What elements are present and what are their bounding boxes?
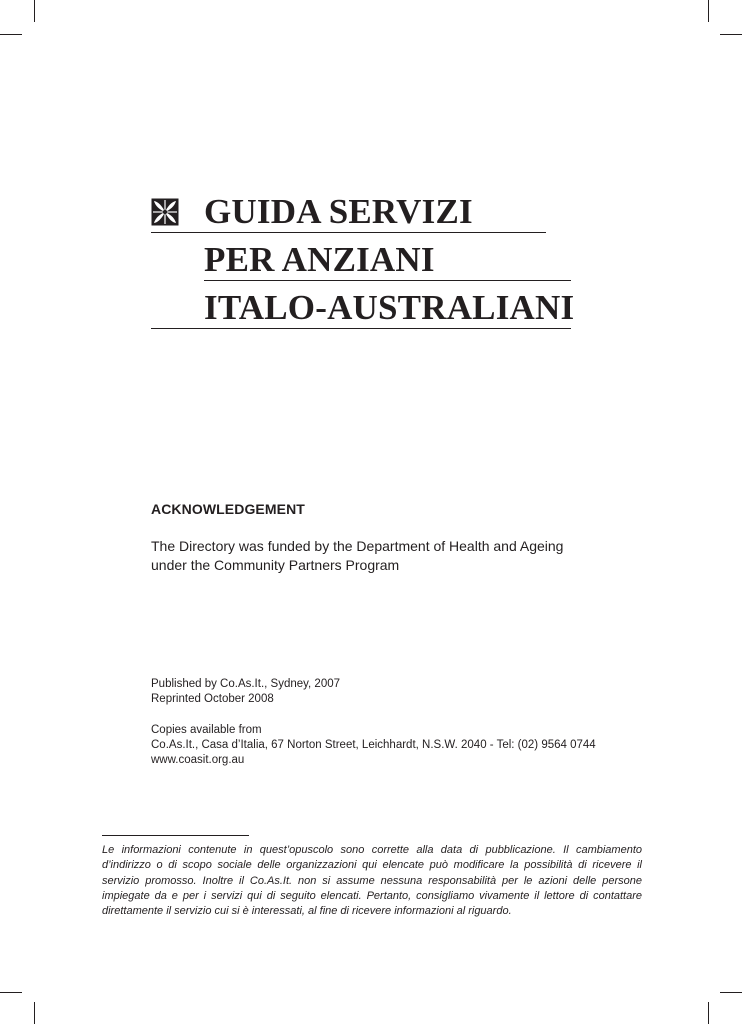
website-link[interactable]: www.coasit.org.au	[151, 754, 245, 766]
crop-mark-bottom-left-vertical	[34, 1002, 35, 1024]
crop-mark-bottom-right-horizontal	[720, 992, 742, 993]
title-rule-3	[151, 328, 571, 329]
published-by: Published by Co.As.It., Sydney, 2007	[151, 678, 341, 690]
title-rule-2	[204, 280, 571, 281]
reprinted: Reprinted October 2008	[151, 693, 274, 705]
crop-mark-top-right-horizontal	[720, 34, 742, 35]
title-line-1: GUIDA SERVIZI	[204, 192, 473, 231]
crop-mark-top-left-vertical	[34, 0, 35, 22]
footnote-divider	[102, 835, 249, 836]
crop-mark-bottom-right-vertical	[708, 1002, 709, 1024]
copies-address: Co.As.It., Casa d’Italia, 67 Norton Street, Leichhardt, N.S.W. 2040 - Tel: (02) 9564 0744	[151, 739, 596, 751]
title-rule-1	[151, 232, 546, 233]
crop-mark-top-right-vertical	[708, 0, 709, 22]
acknowledgement-heading: ACKNOWLEDGEMENT	[151, 501, 305, 517]
acknowledgement-line-1: The Directory was funded by the Department of Health and Ageing	[151, 538, 564, 554]
title-line-2: PER ANZIANI	[204, 240, 435, 279]
acknowledgement-line-2: under the Community Partners Program	[151, 557, 400, 573]
disclaimer-footnote: Le informazioni contenute in quest’opuscolo sono corrette alla data di pubblicazione. Il cambiamento d’indirizzo o di scopo sociale delle organizzazioni qui elencate può modificare la possibilità di ricevere il servizio promosso. Inoltre il Co.As.It. non si assume nessuna responsabilità per le azioni delle persone impiegate da e per i servizi qui di seguito elencati. Pertanto, consigliamo vivamente il lettore di contattare direttamente il servizio cui si è interessati, al fine di ricevere informazioni al riguardo.	[102, 844, 642, 918]
decorative-flower-icon	[151, 198, 179, 226]
crop-mark-bottom-left-horizontal	[0, 992, 22, 993]
title-line-3: ITALO-AUSTRALIANI	[204, 288, 575, 327]
acknowledgement-text	[151, 537, 621, 575]
crop-mark-top-left-horizontal	[0, 34, 22, 35]
copies-label: Copies available from	[151, 724, 262, 736]
